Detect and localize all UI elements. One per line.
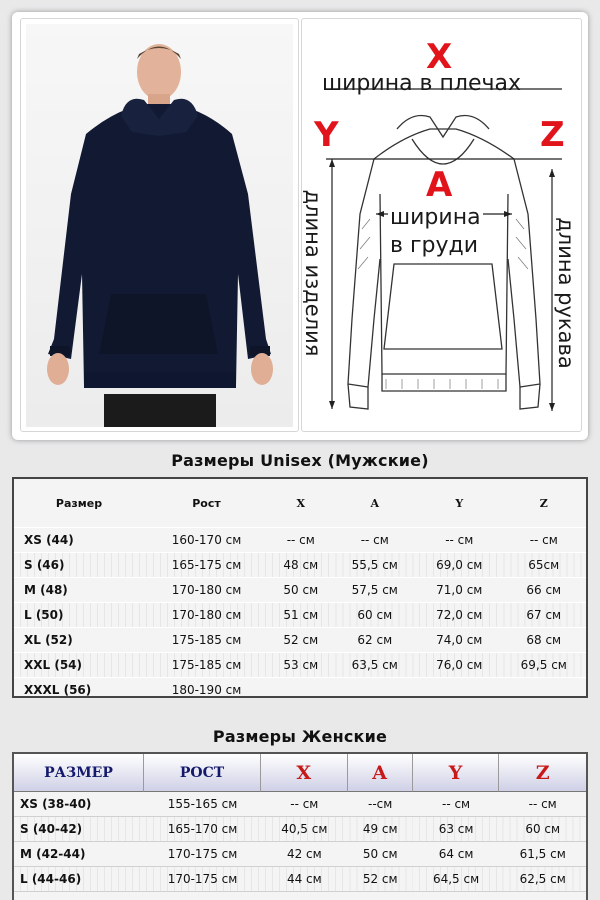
hoodie-model-image	[26, 24, 293, 427]
a-cell: -- см	[333, 527, 417, 552]
size-diagram-card	[301, 18, 582, 432]
unisex-size-table	[12, 477, 588, 698]
chest-width-label-2: в груди	[390, 233, 479, 258]
shoulder-width-label: ширина в плечах	[322, 71, 521, 96]
y-cell	[417, 677, 501, 702]
col-y-header: Y	[455, 496, 464, 510]
table-row	[14, 677, 586, 702]
women-title: Размеры Женские	[212, 727, 388, 746]
y-cell: 72,0 см	[417, 602, 501, 627]
x-cell: 40,5 см	[261, 817, 348, 842]
size-cell: XS (38-40)	[14, 792, 144, 817]
size-cell: XXXL (56)	[14, 677, 144, 702]
height-cell: 170-175 см	[144, 842, 261, 867]
col-x-header: X	[261, 754, 348, 792]
women-size-table	[12, 752, 588, 900]
z-cell: 61,5 см	[499, 842, 586, 867]
x-cell: 44 см	[261, 867, 348, 892]
table-header-row	[14, 754, 586, 792]
size-cell: XXL (54)	[14, 652, 144, 677]
table-row	[14, 792, 586, 817]
table-row	[14, 602, 586, 627]
a-cell: 50 см	[348, 842, 413, 867]
z-cell: 67 см	[502, 602, 587, 627]
sleeve-length-label: длина рукава	[554, 217, 578, 369]
height-cell: 155-165 см	[144, 792, 261, 817]
a-cell: 62 см	[333, 627, 417, 652]
size-cell: S (40-42)	[14, 817, 144, 842]
table-row	[14, 527, 586, 552]
size-cell: L (44-46)	[14, 867, 144, 892]
a-cell: --см	[348, 792, 413, 817]
col-y-header: Y	[413, 754, 500, 792]
table-row	[14, 577, 586, 602]
height-cell: 175-185 см	[144, 652, 269, 677]
height-cell: 175-185 см	[144, 627, 269, 652]
y-cell: 69,0 см	[417, 552, 501, 577]
product-length-label: длина изделия	[301, 189, 325, 357]
col-a-header: A	[348, 754, 413, 792]
model-photo-card	[20, 18, 299, 432]
size-cell: S (46)	[14, 552, 144, 577]
x-cell: 48 см	[269, 552, 333, 577]
height-cell: 165-170 см	[144, 817, 261, 842]
a-cell	[333, 677, 417, 702]
height-cell: 160-170 см	[144, 527, 269, 552]
a-marker: A	[426, 165, 453, 205]
y-cell: -- см	[413, 792, 500, 817]
table-row	[14, 842, 586, 867]
height-cell: 170-175 см	[144, 867, 261, 892]
col-height-header: Рост	[192, 496, 221, 510]
y-cell: 64 см	[413, 842, 500, 867]
z-cell: 66 см	[502, 577, 587, 602]
x-marker: X	[426, 37, 453, 77]
a-cell: 63,5 см	[333, 652, 417, 677]
table-row	[14, 552, 586, 577]
chest-width-label-1: ширина	[390, 205, 481, 230]
x-cell: -- см	[261, 792, 348, 817]
x-cell: 52 см	[269, 627, 333, 652]
size-cell: L (50)	[14, 602, 144, 627]
z-cell: 69,5 см	[502, 652, 587, 677]
col-size-header: Размер	[55, 496, 103, 510]
x-cell: -- см	[269, 527, 333, 552]
y-cell: 63 см	[413, 817, 500, 842]
col-z-header: Z	[499, 754, 586, 792]
z-cell: -- см	[502, 527, 587, 552]
z-cell: -- см	[499, 792, 586, 817]
model-photo	[26, 24, 293, 427]
height-cell: 170-180 см	[144, 602, 269, 627]
z-cell: 62,5 см	[499, 867, 586, 892]
y-cell: 74,0 см	[417, 627, 501, 652]
z-cell: 68 см	[502, 627, 587, 652]
col-size-header: РАЗМЕР	[14, 754, 144, 792]
z-cell: 65см	[502, 552, 587, 577]
a-cell: 55,5 см	[333, 552, 417, 577]
table-row	[14, 867, 586, 892]
size-cell: XS (44)	[14, 527, 144, 552]
a-cell: 57,5 см	[333, 577, 417, 602]
table-row	[14, 652, 586, 677]
y-marker: Y	[314, 115, 339, 155]
y-cell: 71,0 см	[417, 577, 501, 602]
a-cell: 52 см	[348, 867, 413, 892]
size-cell: XL (52)	[14, 627, 144, 652]
y-cell: 64,5 см	[413, 867, 500, 892]
col-x-header: X	[296, 496, 306, 510]
z-cell: 60 см	[499, 817, 586, 842]
col-a-header: A	[370, 496, 380, 510]
table-header-row	[14, 479, 586, 527]
unisex-title: Размеры Unisex (Мужские)	[171, 451, 429, 470]
col-z-header: Z	[539, 496, 548, 510]
z-cell	[502, 677, 587, 702]
x-cell: 50 см	[269, 577, 333, 602]
y-cell: -- см	[417, 527, 501, 552]
x-cell	[269, 677, 333, 702]
y-cell: 76,0 см	[417, 652, 501, 677]
x-cell: 51 см	[269, 602, 333, 627]
size-cell: M (42-44)	[14, 842, 144, 867]
x-cell: 53 см	[269, 652, 333, 677]
x-cell: 42 см	[261, 842, 348, 867]
size-cell: M (48)	[14, 577, 144, 602]
height-cell: 170-180 см	[144, 577, 269, 602]
height-cell: 165-175 см	[144, 552, 269, 577]
table-row	[14, 817, 586, 842]
a-cell: 49 см	[348, 817, 413, 842]
z-marker: Z	[540, 115, 565, 155]
height-cell: 180-190 см	[144, 677, 269, 702]
table-row	[14, 627, 586, 652]
a-cell: 60 см	[333, 602, 417, 627]
col-height-header: РОСТ	[144, 754, 261, 792]
